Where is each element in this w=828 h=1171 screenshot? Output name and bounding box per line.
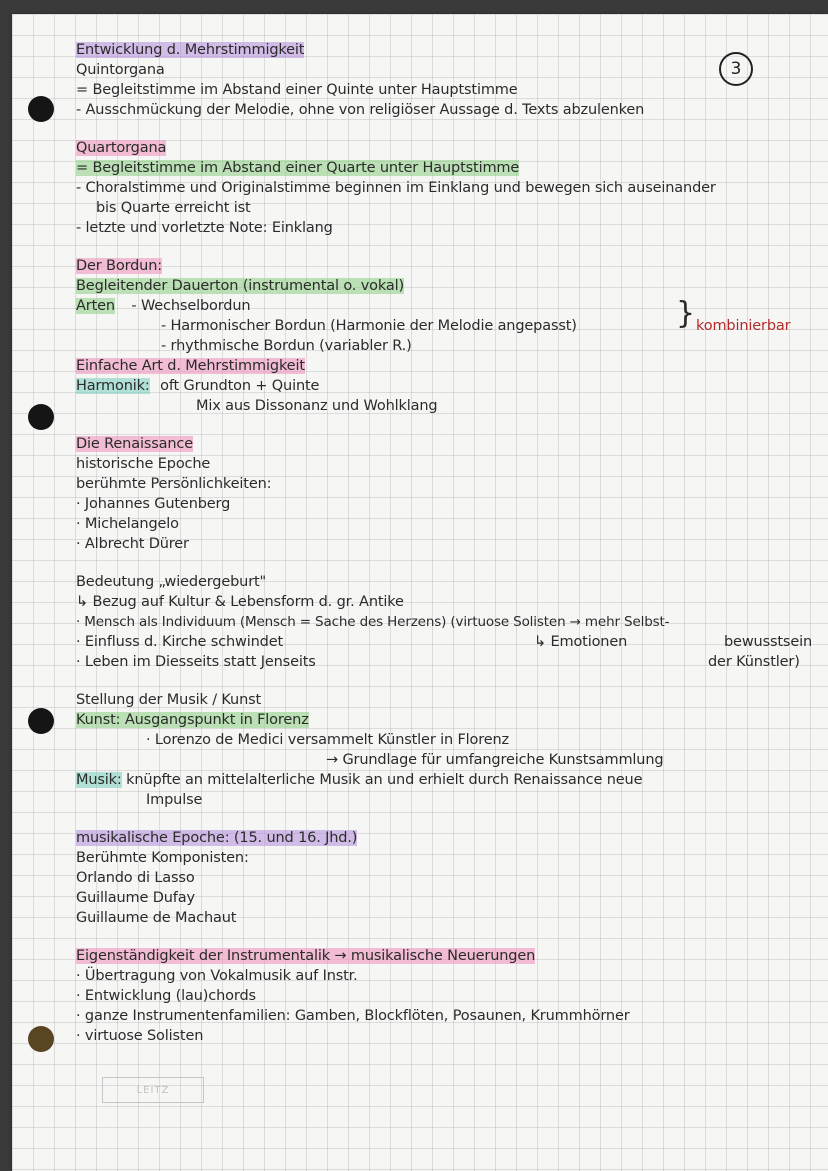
punch-hole — [28, 96, 54, 122]
note-line: Impulse — [146, 792, 203, 808]
note-line: historische Epoche — [76, 456, 211, 472]
note-line: bis Quarte erreicht ist — [96, 200, 251, 216]
note-line: Berühmte Komponisten: — [76, 850, 249, 866]
list-item: Guillaume de Machaut — [76, 910, 237, 926]
note-line: oft Grundton + Quinte — [160, 378, 320, 394]
note-line: der Künstler) — [708, 654, 800, 670]
note-line: ↳ Emotionen — [534, 634, 628, 650]
section-title: Die Renaissance — [76, 436, 193, 452]
note-line: ↳ Bezug auf Kultur & Lebensform d. gr. Antike — [76, 594, 404, 610]
note-line: - rhythmische Bordun (variabler R.) — [161, 338, 412, 354]
label: Arten — [76, 298, 115, 314]
list-item: · Johannes Gutenberg — [76, 496, 231, 512]
side-note: kombinierbar — [696, 318, 791, 334]
label: Musik: — [76, 772, 122, 788]
list-item: · Albrecht Dürer — [76, 536, 189, 552]
note-line: bewusstsein — [724, 634, 813, 650]
note-line: · Mensch als Individuum (Mensch = Sache des Herzens) (virtuose Solisten → mehr Selbst- — [76, 614, 670, 630]
page-number: 3 — [719, 52, 753, 86]
subheading: Quartorgana — [76, 140, 167, 156]
note-line: - letzte und vorletzte Note: Einklang — [76, 220, 333, 236]
note-line: Mix aus Dissonanz und Wohlklang — [196, 398, 438, 414]
punch-hole — [28, 708, 54, 734]
note-line: Einfache Art d. Mehrstimmigkeit — [76, 358, 305, 374]
note-line: · Einfluss d. Kirche schwindet — [76, 634, 284, 650]
punch-hole — [28, 1026, 54, 1052]
section-title: Entwicklung d. Mehrstimmigkeit — [76, 42, 305, 58]
section-title: musikalische Epoche: (15. und 16. Jhd.) — [76, 830, 358, 846]
note-line: = Begleitstimme im Abstand einer Quinte unter Hauptstimme — [76, 82, 518, 98]
note-line: = Begleitstimme im Abstand einer Quarte unter Hauptstimme — [76, 160, 520, 176]
punch-hole — [28, 404, 54, 430]
section-title: Eigenständigkeit der Instrumentalik → musikalische Neuerungen — [76, 948, 536, 964]
label: Harmonik: — [76, 378, 150, 394]
list-item: · Übertragung von Vokalmusik auf Instr. — [76, 968, 358, 984]
note-line: → Grundlage für umfangreiche Kunstsammlung — [326, 752, 664, 768]
section-title: Bedeutung „wiedergeburt" — [76, 574, 267, 590]
list-item: Guillaume Dufay — [76, 890, 195, 906]
list-item: · Michelangelo — [76, 516, 179, 532]
section-title: Der Bordun: — [76, 258, 163, 274]
note-line: berühmte Persönlichkeiten: — [76, 476, 272, 492]
note-line: · Lorenzo de Medici versammelt Künstler in Florenz — [146, 732, 510, 748]
list-item: · Entwicklung (lau)chords — [76, 988, 256, 1004]
curly-brace: } — [676, 296, 695, 331]
handwritten-notes — [76, 40, 811, 1046]
note-line: knüpfte an mittelalterliche Musik an und erhielt durch Renaissance neue — [126, 772, 643, 788]
note-line: - Choralstimme und Originalstimme beginnen im Einklang und bewegen sich auseinander — [76, 180, 716, 196]
note-line: Quintorgana — [76, 62, 165, 78]
note-line: - Harmonischer Bordun (Harmonie der Melodie angepasst) — [161, 318, 577, 334]
list-item: · virtuose Solisten — [76, 1028, 204, 1044]
note-line: Kunst: Ausgangspunkt in Florenz — [76, 712, 309, 728]
note-line: Begleitender Dauerton (instrumental o. vokal) — [76, 278, 404, 294]
brand-stamp: LEITZ — [102, 1077, 204, 1103]
note-line: - Wechselbordun — [131, 298, 251, 314]
list-item: · ganze Instrumentenfamilien: Gamben, Blockflöten, Posaunen, Krummhörner — [76, 1008, 630, 1024]
list-item: Orlando di Lasso — [76, 870, 195, 886]
section-title: Stellung der Musik / Kunst — [76, 692, 262, 708]
note-line: - Ausschmückung der Melodie, ohne von religiöser Aussage d. Texts abzulenken — [76, 102, 645, 118]
note-line: · Leben im Diesseits statt Jenseits — [76, 654, 316, 670]
